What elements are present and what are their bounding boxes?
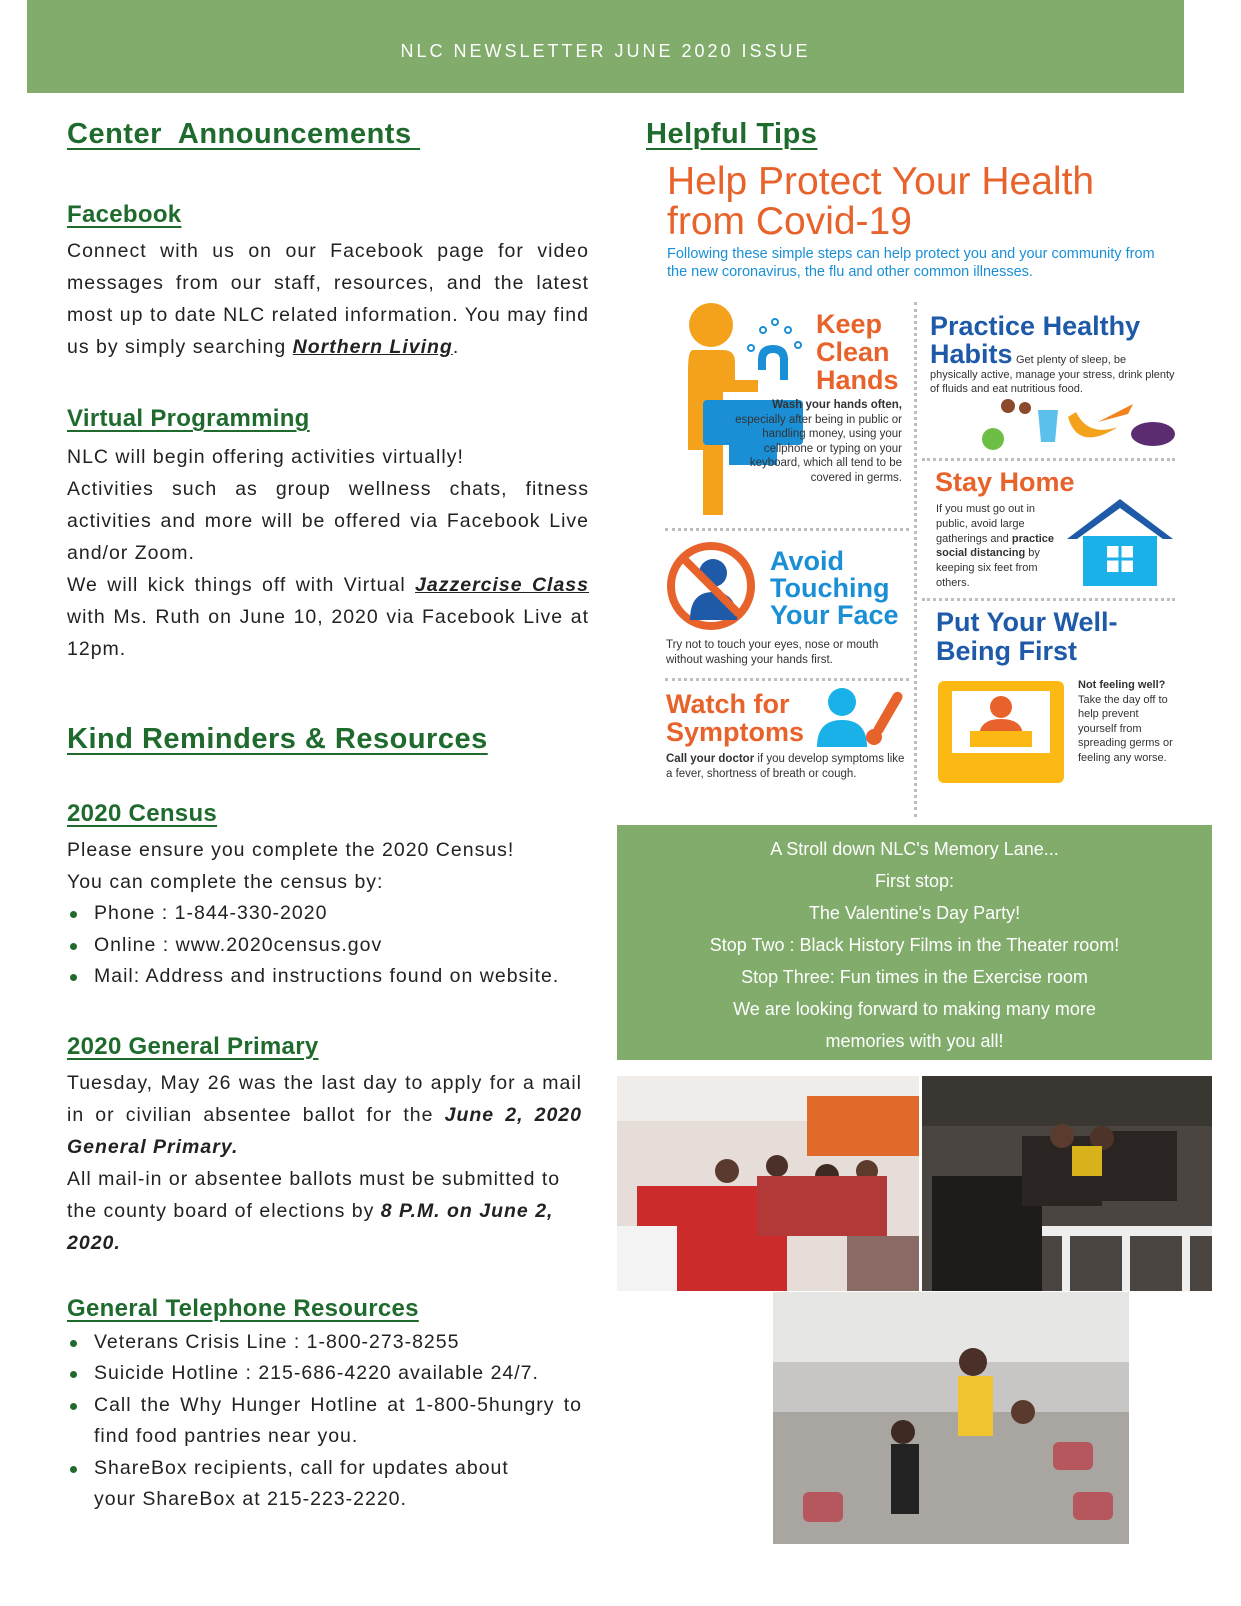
telephone-list xyxy=(67,1327,582,1516)
keep-clean-text: Wash your hands often, especially after being in public or handling money, using your cellphone or typing on your keyboard, which all tend to be covered in germs. xyxy=(735,399,902,484)
memory-lane-box xyxy=(617,825,1212,1060)
telephone-resources-heading: General Telephone Resources xyxy=(67,1294,419,1322)
census-item-online: Online : www.2020census.gov xyxy=(67,930,582,962)
census-line-1: Please ensure you complete the 2020 Census! xyxy=(67,839,515,861)
keep-clean-heading: Keep Clean Hands xyxy=(816,309,899,395)
memory-line: memories with you all! xyxy=(825,1031,1004,1051)
facebook-heading: Facebook xyxy=(67,201,182,228)
primary-paragraph-1: Tuesday, May 26 was the last day to apply for a mail in or civilian absentee ballot for the June 2, 2020 General Primary. xyxy=(67,1071,582,1158)
telephone-item-hunger: Call the Why Hunger Hotline at 1-800-5hungry to find food pantries near you. xyxy=(67,1390,582,1453)
memory-line: We are looking forward to making many more xyxy=(733,999,1096,1019)
virtual-line-2: Activities such as group wellness chats, fitness activities and more will be offered via Facebook Live and/or Zoom. xyxy=(67,478,589,564)
no-touch-face-icon xyxy=(665,540,760,635)
food-icons xyxy=(928,392,1178,454)
census-heading: 2020 Census xyxy=(67,800,218,827)
divider xyxy=(922,458,1175,461)
kind-reminders-heading: Kind Reminders & Resources xyxy=(67,723,488,755)
healthy-habits-text: Get plenty of sleep, be physically active, manage your stress, drink plenty of fluids and eat nutritious food. xyxy=(930,354,1175,395)
covid-infographic xyxy=(660,160,1180,820)
divider xyxy=(914,302,917,817)
wellbeing-heading: Put Your Well-Being First xyxy=(936,607,1118,666)
left-column xyxy=(67,118,589,1516)
valentines-party-photo xyxy=(617,1076,919,1291)
virtual-programming-heading: Virtual Programming xyxy=(67,405,310,432)
virtual-line-3: We will kick things off with Virtual Jazzercise Class with Ms. Ruth on June 10, 2020 via Facebook Live at 12pm. xyxy=(67,574,589,660)
memory-line: A Stroll down NLC's Memory Lane... xyxy=(770,839,1059,859)
memory-line: Stop Three: Fun times in the Exercise room xyxy=(741,967,1088,987)
infographic-subtitle: Following these simple steps can help protect you and your community from the new coronavirus, the flu and other common illnesses. xyxy=(667,246,1155,280)
avoid-touching-heading: Avoid Touching Your Face xyxy=(770,546,899,630)
healthy-habits-heading-2: Habits xyxy=(930,339,1013,369)
wellbeing-text: Not feeling well? Take the day off to help prevent yourself from spreading germs or feeling any worse. xyxy=(1078,679,1173,764)
infographic-title: Help Protect Your Health from Covid-19 xyxy=(667,160,1095,243)
census-list xyxy=(67,898,582,993)
telephone-item-veterans: Veterans Crisis Line : 1-800-273-8255 xyxy=(67,1327,582,1359)
facebook-paragraph: Connect with us on our Facebook page for video messages from our staff, resources, and the latest most up to date NLC related information. You may find us by simply searching Northern Living. xyxy=(67,240,589,358)
virtual-line-1: NLC will begin offering activities virtually! xyxy=(67,446,464,468)
healthy-habits-heading-1: Practice Healthy xyxy=(930,311,1141,341)
stay-home-heading: Stay Home xyxy=(935,467,1075,497)
jazzercise-link[interactable]: Jazzercise Class xyxy=(415,574,589,596)
house-icon xyxy=(1065,494,1175,590)
newsletter-banner xyxy=(27,0,1184,93)
census-line-2: You can complete the census by: xyxy=(67,871,384,893)
memory-line: Stop Two : Black History Films in the Theater room! xyxy=(709,935,1120,955)
northern-living-link[interactable]: Northern Living xyxy=(292,336,453,358)
newsletter-title: NLC NEWSLETTER JUNE 2020 ISSUE xyxy=(400,41,811,61)
divider xyxy=(665,678,909,681)
avoid-touching-text: Try not to touch your eyes, nose or mouth without washing your hands first. xyxy=(666,639,879,666)
symptoms-heading: Watch for Symptoms xyxy=(666,689,805,747)
bed-icon xyxy=(934,675,1074,785)
center-announcements-heading: Center Announcements xyxy=(67,118,421,150)
census-item-phone: Phone : 1-844-330-2020 xyxy=(67,898,582,930)
telephone-item-suicide: Suicide Hotline : 215-686-4220 available 24/7. xyxy=(67,1358,582,1390)
memory-line: First stop: xyxy=(874,871,954,891)
primary-paragraph-2: All mail-in or absentee ballots must be submitted to the county board of elections by 8 P.M. on June 2, 2020. xyxy=(67,1167,561,1254)
general-primary-heading: 2020 General Primary xyxy=(67,1032,319,1060)
divider xyxy=(665,528,909,531)
symptoms-text: Call your doctor if you develop symptoms like a fever, shortness of breath or cough. xyxy=(666,753,905,780)
census-item-mail: Mail: Address and instructions found on website. xyxy=(67,961,582,993)
helpful-tips-heading: Helpful Tips xyxy=(646,118,818,150)
exercise-room-photo xyxy=(773,1292,1129,1544)
memory-line: The Valentine's Day Party! xyxy=(808,903,1021,923)
theater-room-photo xyxy=(922,1076,1212,1291)
thermometer-person-icon xyxy=(812,685,907,750)
telephone-item-sharebox: ShareBox recipients, call for updates about your ShareBox at 215-223-2220. xyxy=(67,1453,527,1516)
divider xyxy=(922,598,1175,601)
stay-home-text: If you must go out in public, avoid large gatherings and practice social distancing by keeping six feet from others. xyxy=(936,503,1055,589)
